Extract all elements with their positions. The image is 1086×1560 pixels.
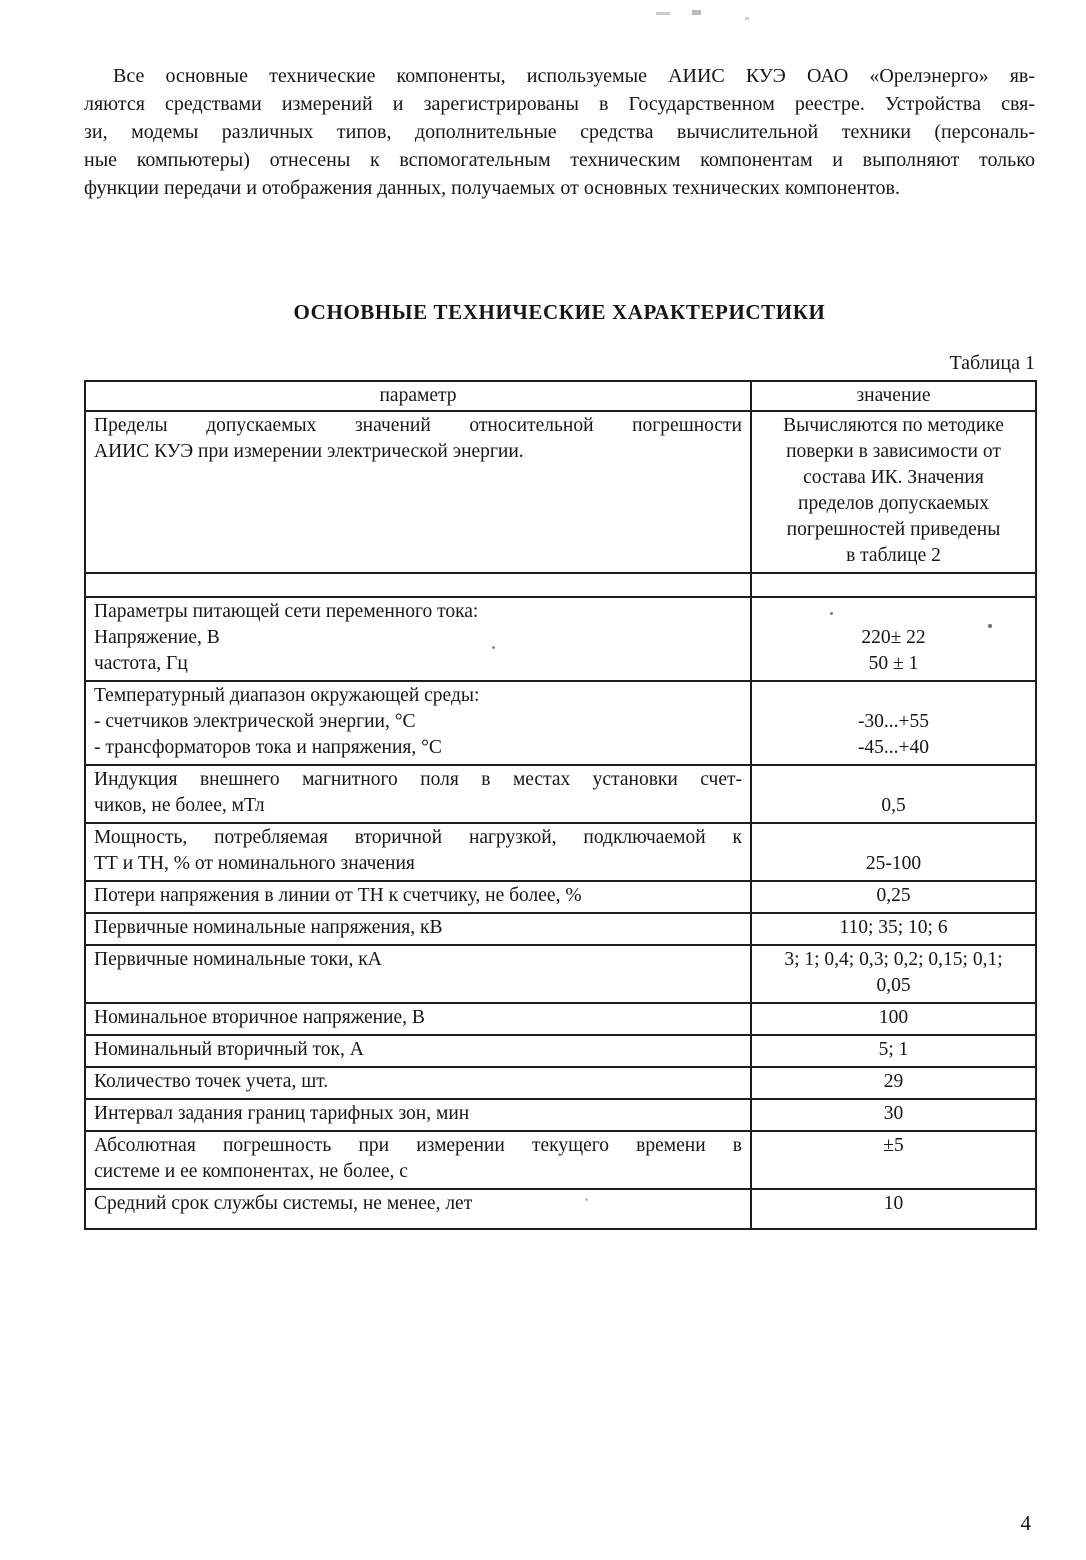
table-row	[85, 597, 1036, 681]
value-cell: 0,5	[751, 765, 1036, 823]
page-number: 4	[1020, 1511, 1031, 1535]
paragraph-line: ляются средствами измерений и зарегистрированы в Государственном реестре. Устройства свя-	[84, 93, 1035, 115]
value-cell: Вычисляются по методике поверки в зависимости от состава ИК. Значения пределов допускаемых погрешностей приведены в таблице 2	[751, 411, 1036, 573]
scan-artifact	[692, 10, 701, 15]
table-caption: Таблица 1	[949, 352, 1035, 374]
value-cell: 30	[751, 1099, 1036, 1131]
table-row	[85, 1067, 1036, 1099]
table-row-empty	[85, 573, 1036, 597]
table-row	[85, 681, 1036, 765]
value-cell: 110; 35; 10; 6	[751, 913, 1036, 945]
value-cell: ±5	[751, 1131, 1036, 1189]
parameter-cell: Первичные номинальные напряжения, кВ	[85, 913, 751, 945]
parameter-cell	[85, 573, 751, 597]
value-cell: 0,25	[751, 881, 1036, 913]
table-row	[85, 765, 1036, 823]
parameter-cell: Потери напряжения в линии от ТН к счетчику, не более, %	[85, 881, 751, 913]
value-cell: 220± 22 50 ± 1	[751, 597, 1036, 681]
paragraph-line: функции передачи и отображения данных, получаемых от основных технических компонентов.	[84, 177, 900, 199]
characteristics-table	[84, 380, 1037, 1230]
scan-artifact-dot	[492, 646, 495, 649]
table-row	[85, 1035, 1036, 1067]
value-cell: 25-100	[751, 823, 1036, 881]
parameter-cell: Средний срок службы системы, не менее, лет	[85, 1189, 751, 1229]
paragraph-line: ные компьютеры) отнесены к вспомогательным техническим компонентам и выполняют только	[84, 149, 1035, 171]
intro-paragraph	[84, 62, 1035, 202]
table-header-row	[85, 381, 1036, 411]
table-row	[85, 945, 1036, 1003]
parameter-cell: Параметры питающей сети переменного тока: Напряжение, В частота, Гц	[85, 597, 751, 681]
parameter-cell: Абсолютная погрешность при измерении текущего времени в системе и ее компонентах, не более, с	[85, 1131, 751, 1189]
scan-artifact-dot	[988, 624, 992, 628]
value-cell: 5; 1	[751, 1035, 1036, 1067]
table-row	[85, 1099, 1036, 1131]
value-cell	[751, 573, 1036, 597]
parameter-cell: Номинальный вторичный ток, А	[85, 1035, 751, 1067]
value-cell: 100	[751, 1003, 1036, 1035]
value-cell: 3; 1; 0,4; 0,3; 0,2; 0,15; 0,1; 0,05	[751, 945, 1036, 1003]
column-header-parameter: параметр	[85, 381, 751, 411]
parameter-cell: Мощность, потребляемая вторичной нагрузкой, подключаемой к ТТ и ТН, % от номинального значения	[85, 823, 751, 881]
column-header-value: значение	[751, 381, 1036, 411]
value-cell: -30...+55 -45...+40	[751, 681, 1036, 765]
parameter-cell: Температурный диапазон окружающей среды: - счетчиков электрической энергии, °С - трансформаторов тока и напряжения, °С	[85, 681, 751, 765]
scan-artifact-dot	[585, 1198, 588, 1201]
table-row	[85, 411, 1036, 573]
table-row	[85, 913, 1036, 945]
table-row	[85, 1003, 1036, 1035]
parameter-cell: Номинальное вторичное напряжение, В	[85, 1003, 751, 1035]
parameter-cell: Интервал задания границ тарифных зон, мин	[85, 1099, 751, 1131]
parameter-cell: Пределы допускаемых значений относительной погрешности АИИС КУЭ при измерении электрической энергии.	[85, 411, 751, 573]
scan-artifact-dot	[830, 612, 833, 615]
value-cell: 29	[751, 1067, 1036, 1099]
parameter-cell: Первичные номинальные токи, кА	[85, 945, 751, 1003]
scan-artifact	[656, 12, 670, 15]
paragraph-line: Все основные технические компоненты, используемые АИИС КУЭ ОАО «Орелэнерго» яв-	[113, 65, 1035, 87]
table-row	[85, 1131, 1036, 1189]
section-heading: ОСНОВНЫЕ ТЕХНИЧЕСКИЕ ХАРАКТЕРИСТИКИ	[293, 300, 826, 324]
table-row	[85, 823, 1036, 881]
paragraph-line: зи, модемы различных типов, дополнительные средства вычислительной техники (персональ-	[84, 121, 1035, 143]
table-row	[85, 1189, 1036, 1229]
table-row	[85, 881, 1036, 913]
scan-artifact	[745, 17, 749, 20]
parameter-cell: Индукция внешнего магнитного поля в местах установки счет- чиков, не более, мТл	[85, 765, 751, 823]
parameter-cell: Количество точек учета, шт.	[85, 1067, 751, 1099]
value-cell: 10	[751, 1189, 1036, 1229]
